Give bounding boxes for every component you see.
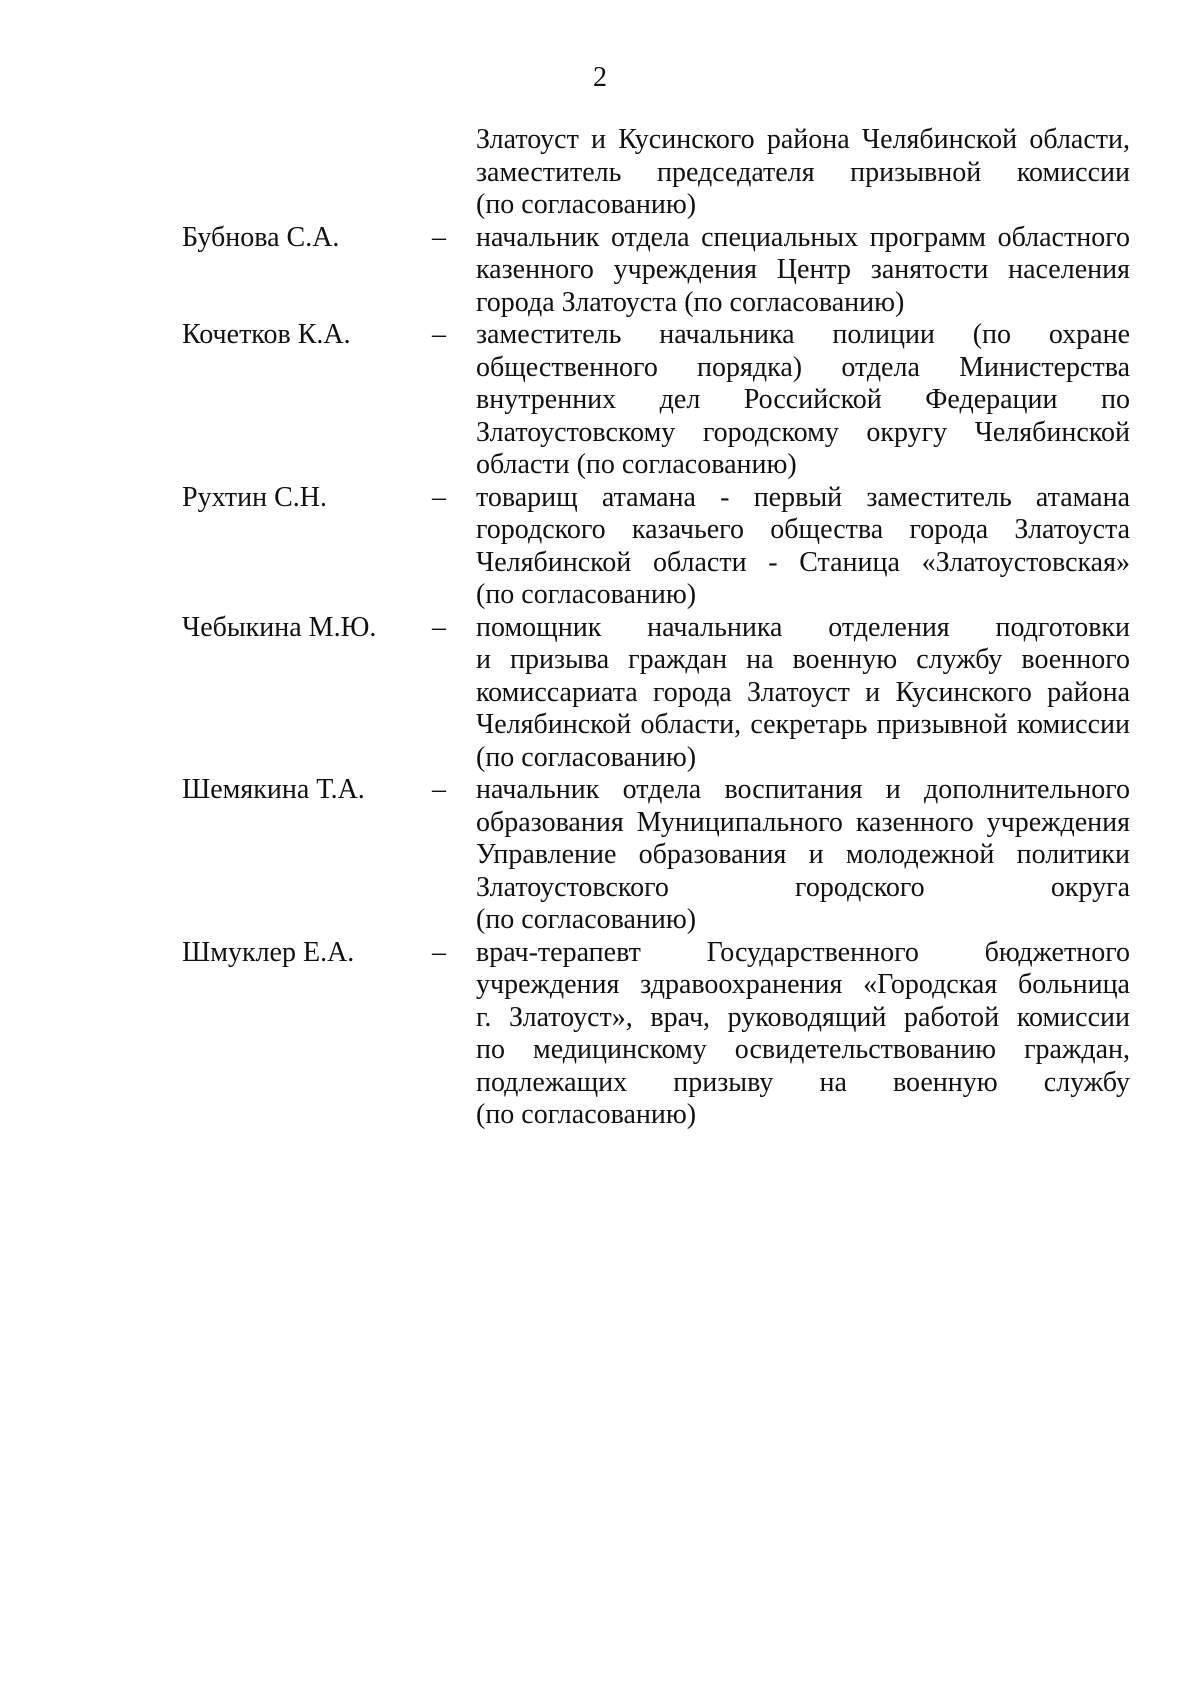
description-line: городского казачьего общества города Златоуста	[476, 514, 1130, 545]
description-line: подлежащих призыву на военную службу	[476, 1066, 1130, 1098]
description-line: комиссариата города Златоуст и Кусинского района	[476, 676, 1130, 708]
member-name: Кочетков К.А.	[182, 319, 351, 350]
description-line: Челябинской области - Станица «Златоустовская»	[476, 546, 1130, 578]
member-position	[476, 774, 1130, 937]
description-line: и призыва граждан на военную службу военного	[476, 644, 1130, 675]
member-entry	[182, 319, 1130, 482]
member-name: Шемякина Т.А.	[182, 774, 365, 805]
description-line: области (по согласованию)	[476, 449, 797, 480]
member-name: Рухтин С.Н.	[182, 481, 327, 513]
description-line: (по согласованию)	[476, 579, 697, 610]
member-name: Бубнова С.А.	[182, 221, 340, 253]
description-line: Челябинской области, секретарь призывной комиссии	[476, 709, 1130, 740]
commission-members-list	[182, 124, 1130, 1132]
member-position	[476, 937, 1130, 1132]
member-entry	[182, 482, 1130, 612]
description-line: (по согласованию)	[476, 904, 697, 935]
description-line: врач-терапевт Государственного бюджетного	[476, 936, 1130, 968]
description-line: заместитель начальника полиции (по охране	[476, 319, 1130, 350]
description-line: товарищ атамана - первый заместитель атамана	[476, 481, 1130, 513]
description-line: (по согласованию)	[476, 741, 697, 773]
description-line: Управление образования и молодежной политики	[476, 839, 1130, 870]
member-entry	[182, 774, 1130, 937]
description-line: Златоуст и Кусинского района Челябинской области,	[476, 124, 1130, 155]
continuation-entry	[182, 124, 1130, 222]
description-line: по медицинскому освидетельствованию граждан,	[476, 1034, 1130, 1065]
dash-separator: –	[432, 611, 446, 643]
member-name: Чебыкина М.Ю.	[182, 611, 377, 643]
continuation-description	[476, 124, 1130, 222]
dash-separator: –	[432, 481, 446, 513]
description-line: начальник отдела специальных программ областного	[476, 221, 1130, 253]
description-line: (по согласованию)	[476, 1099, 697, 1130]
description-line: начальник отдела воспитания и дополнительного	[476, 774, 1130, 805]
description-line: Златоустовскому городскому округу Челябинской	[476, 416, 1130, 448]
description-line: г. Златоуст», врач, руководящий работой комиссии	[476, 1001, 1130, 1033]
member-entry	[182, 612, 1130, 775]
description-line: казенного учреждения Центр занятости населения	[476, 254, 1130, 285]
dash-separator: –	[432, 319, 446, 350]
dash-separator: –	[432, 936, 446, 968]
page-number: 2	[593, 62, 607, 93]
member-position	[476, 612, 1130, 775]
description-line: внутренних дел Российской Федерации по	[476, 384, 1130, 415]
member-entry	[182, 222, 1130, 320]
description-line: учреждения здравоохранения «Городская больница	[476, 969, 1130, 1000]
description-line: помощник начальника отделения подготовки	[476, 611, 1130, 643]
description-line: общественного порядка) отдела Министерства	[476, 351, 1130, 383]
member-position	[476, 482, 1130, 612]
description-line: образования Муниципального казенного учреждения	[476, 806, 1130, 838]
description-line: Златоустовского городского округа	[476, 871, 1130, 903]
dash-separator: –	[432, 774, 446, 805]
dash-separator: –	[432, 221, 446, 253]
member-name: Шмуклер Е.А.	[182, 936, 355, 968]
member-position	[476, 222, 1130, 320]
description-line: (по согласованию)	[476, 189, 697, 220]
member-position	[476, 319, 1130, 482]
description-line: заместитель председателя призывной комиссии	[476, 156, 1130, 188]
description-line: города Златоуста (по согласованию)	[476, 286, 905, 318]
member-entry	[182, 937, 1130, 1132]
